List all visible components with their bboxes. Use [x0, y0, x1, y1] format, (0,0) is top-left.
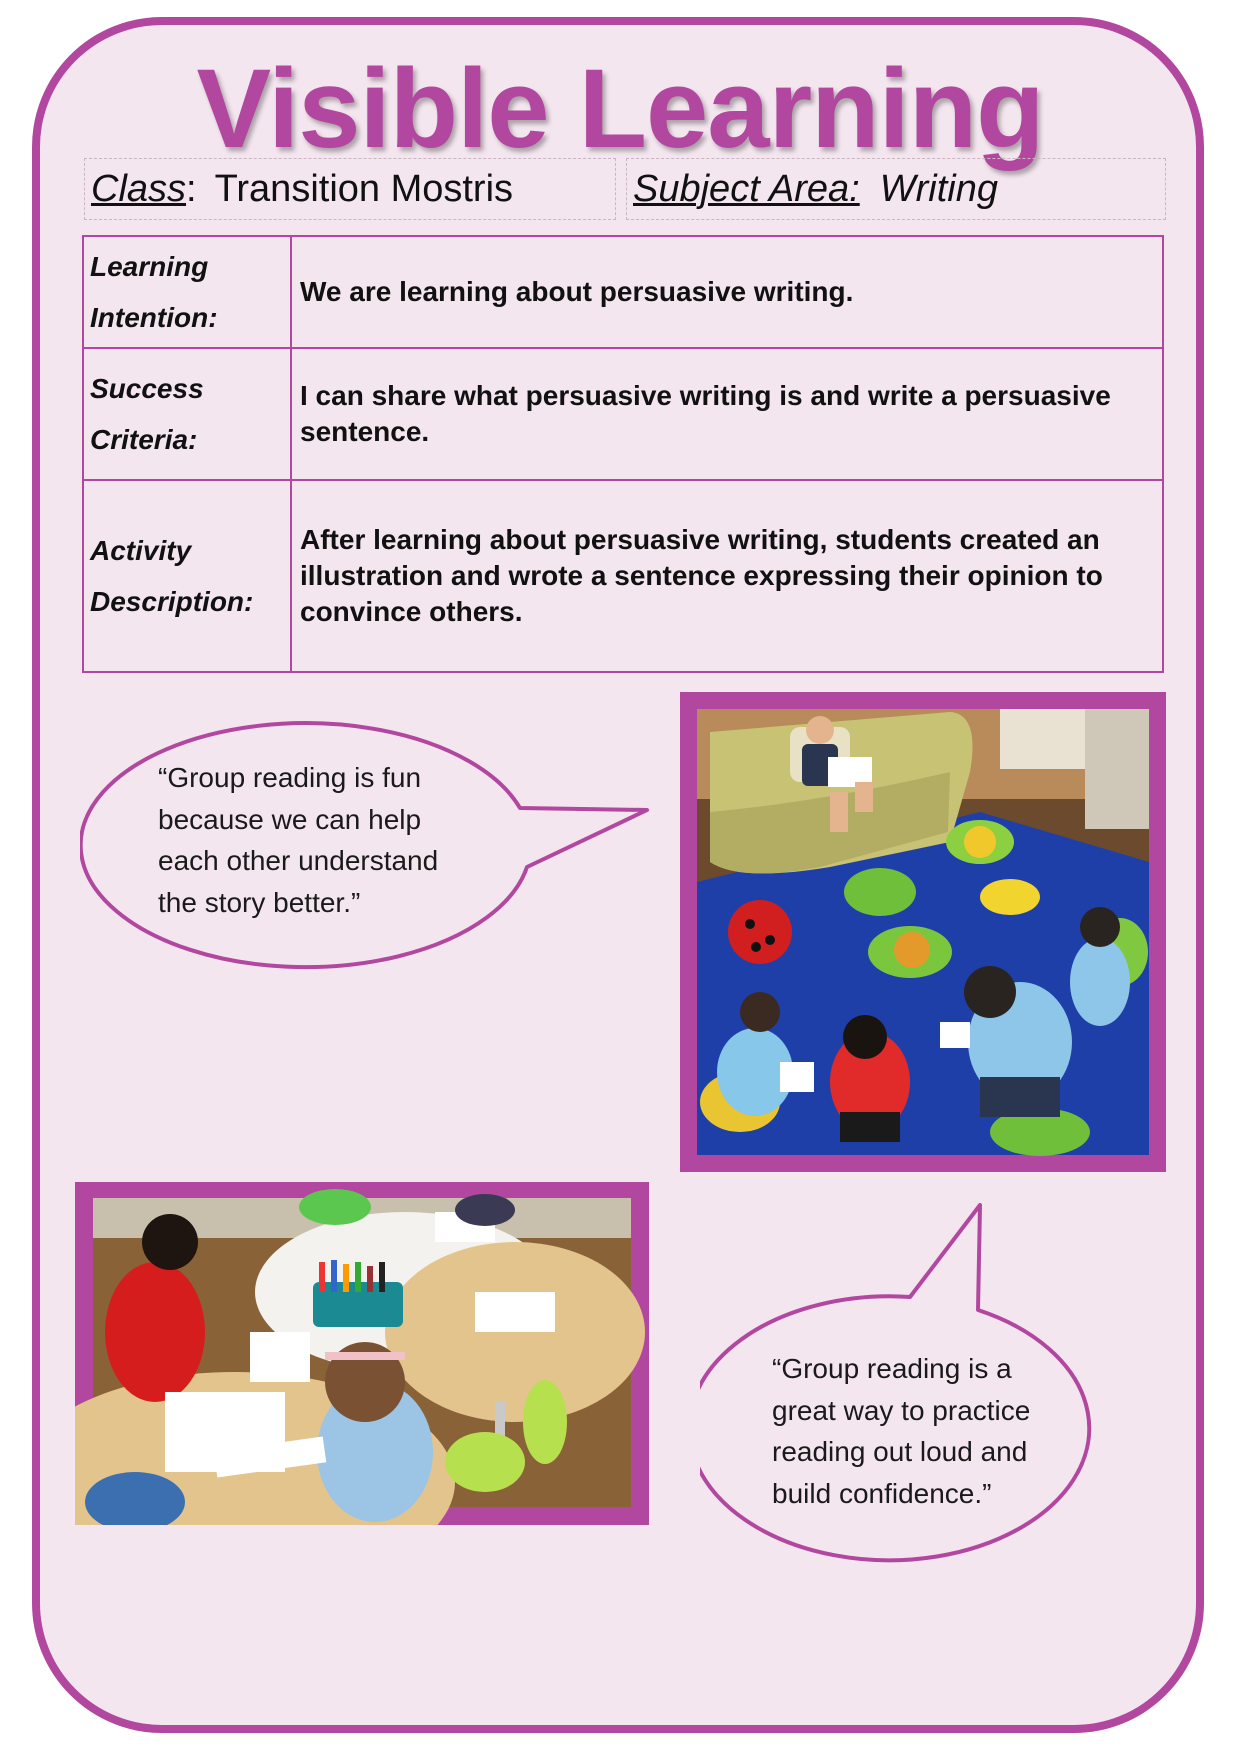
- row-value: After learning about persuasive writing, students created an illustration and wrote a sentence expressing their opinion to convince others.: [291, 480, 1163, 672]
- quote-text: [158, 757, 438, 923]
- subject-value: Writing: [879, 167, 998, 210]
- class-field: [84, 158, 616, 220]
- label-line: Description:: [90, 586, 254, 617]
- quote-line: build confidence.”: [772, 1477, 992, 1509]
- page-title: Visible Learning: [196, 46, 1044, 171]
- row-label: [83, 348, 291, 480]
- quote-text: [772, 1348, 1030, 1514]
- table-row: [83, 480, 1163, 672]
- label-line: Criteria:: [90, 424, 198, 455]
- class-colon: :: [186, 167, 197, 210]
- speech-bubble-2: [700, 1195, 1120, 1585]
- label-line: Intention:: [90, 302, 218, 333]
- class-label: Class: [91, 167, 187, 210]
- row-value: We are learning about persuasive writing.: [291, 236, 1163, 348]
- learning-info-table: [82, 235, 1164, 673]
- quote-line: “Group reading is fun: [158, 762, 422, 793]
- label-line: Learning: [90, 251, 209, 282]
- table-row: [83, 348, 1163, 480]
- row-label: [83, 480, 291, 672]
- class-value: Transition Mostris: [214, 167, 514, 210]
- quote-line: great way to practice: [772, 1394, 1031, 1426]
- photo-reading-rug: [680, 692, 1166, 1172]
- photo-writing-table: [75, 1182, 649, 1525]
- speech-bubble-1: [80, 712, 660, 972]
- classroom-reading-illustration: [680, 692, 1166, 1172]
- quote-line: each other understand: [158, 845, 439, 876]
- classroom-writing-illustration: [75, 1182, 649, 1525]
- subject-label: Subject Area:: [633, 167, 860, 210]
- quote-line: because we can help: [158, 803, 422, 835]
- row-label: [83, 236, 291, 348]
- quote-line: “Group reading is a: [772, 1353, 1012, 1384]
- row-value: I can share what persuasive writing is and write a persuasive sentence.: [291, 348, 1163, 480]
- label-line: Activity: [90, 535, 192, 566]
- label-line: Success: [90, 373, 204, 404]
- subject-field: [626, 158, 1166, 220]
- quote-line: the story better.”: [158, 886, 361, 918]
- quote-line: reading out loud and: [772, 1436, 1028, 1467]
- table-row: [83, 236, 1163, 348]
